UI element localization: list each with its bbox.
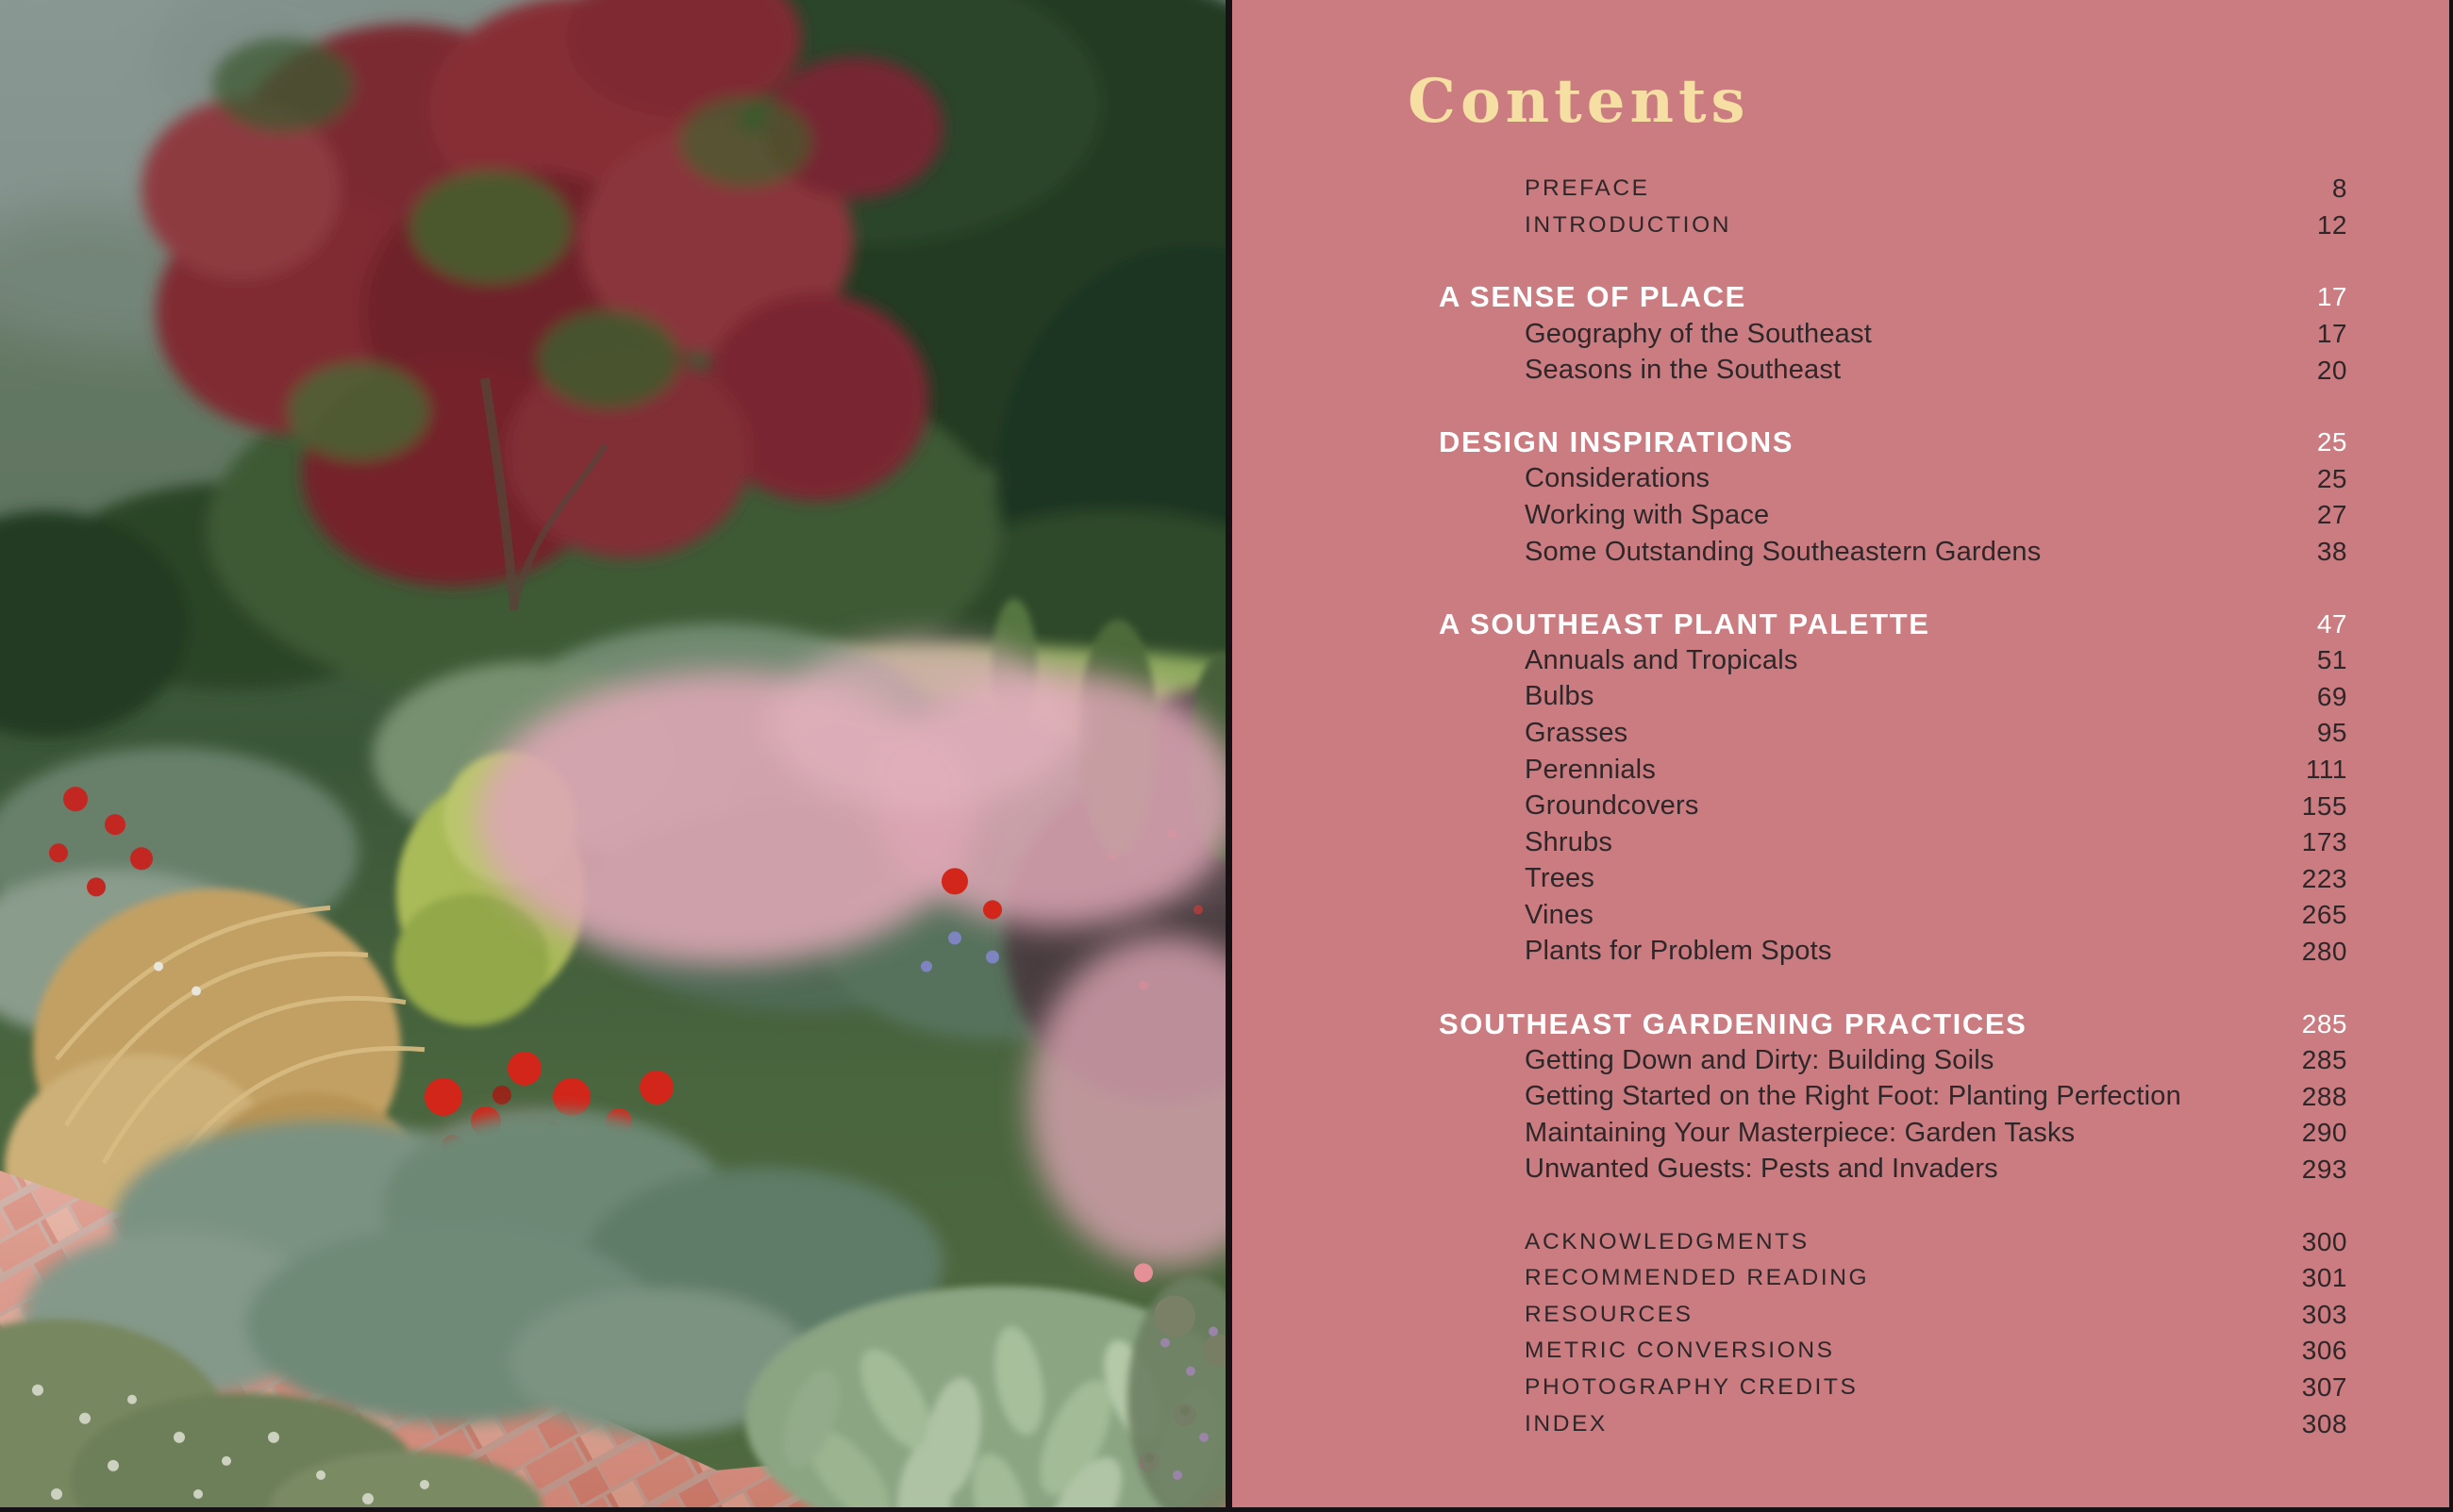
chapter-label: Unwanted Guests: Pests and Invaders <box>1525 1154 1998 1185</box>
toc-entry-working-with-space <box>1439 497 2347 534</box>
chapter-page-number: 20 <box>2316 355 2347 385</box>
toc-entry-perennials <box>1439 752 2347 789</box>
back-matter-label: ACKNOWLEDGMENTS <box>1525 1228 1810 1254</box>
garden-photo-illustration <box>0 0 1226 1512</box>
back-matter-label: RESOURCES <box>1525 1301 1694 1327</box>
chapter-page-number: 288 <box>2301 1081 2347 1111</box>
chapter-page-number: 17 <box>2316 319 2347 349</box>
chapter-label: Perennials <box>1525 754 1657 785</box>
toc-entry-considerations <box>1439 461 2347 498</box>
chapter-page-number: 285 <box>2301 1045 2347 1075</box>
back-matter-label: RECOMMENDED READING <box>1525 1265 1870 1291</box>
chapter-label: Working with Space <box>1525 499 1770 530</box>
chapter-page-number: 95 <box>2316 718 2347 748</box>
toc-entry-acknowledgments <box>1439 1223 2347 1260</box>
toc-entry-plants-for-problem-spots <box>1439 934 2347 971</box>
toc-section-southeast-gardening-practices <box>1439 1005 2347 1188</box>
page-gutter-divider <box>1226 0 1232 1512</box>
front-matter-label: PREFACE <box>1525 175 1650 202</box>
toc-entry-grasses <box>1439 715 2347 752</box>
back-matter-page-number: 308 <box>2301 1408 2347 1438</box>
front-matter-page-number: 8 <box>2331 174 2347 204</box>
chapter-label: Shrubs <box>1525 826 1613 857</box>
chapter-label: Plants for Problem Spots <box>1525 936 1832 967</box>
chapter-label: Considerations <box>1525 463 1710 494</box>
toc-entry-index <box>1439 1405 2347 1442</box>
toc-entry-resources <box>1439 1296 2347 1333</box>
toc-entry-seasons-in-the-southeast <box>1439 352 2347 389</box>
toc-entry-trees <box>1439 861 2347 898</box>
section-label: A SOUTHEAST PLANT PALETTE <box>1439 606 1930 640</box>
chapter-label: Seasons in the Southeast <box>1525 355 1842 386</box>
toc-entry-getting-started-on-the-right-foot-planting-perfection <box>1439 1078 2347 1115</box>
toc-front-matter <box>1439 171 2347 243</box>
back-matter-page-number: 306 <box>2301 1336 2347 1366</box>
section-page-number: 285 <box>2301 1008 2347 1038</box>
toc-entry-a-sense-of-place <box>1439 279 2347 316</box>
chapter-label: Annuals and Tropicals <box>1525 644 1798 675</box>
chapter-page-number: 173 <box>2301 827 2347 857</box>
chapter-page-number: 280 <box>2301 936 2347 966</box>
page-bottom-edge <box>0 1507 2453 1512</box>
page-title: Contents <box>1408 66 1750 137</box>
toc-entry-photography-credits <box>1439 1370 2347 1406</box>
chapter-label: Vines <box>1525 899 1594 930</box>
chapter-page-number: 111 <box>2305 755 2347 785</box>
chapter-page-number: 290 <box>2301 1118 2347 1148</box>
toc-entry-introduction <box>1439 208 2347 244</box>
chapter-label: Maintaining Your Masterpiece: Garden Tasks <box>1525 1117 2076 1148</box>
page-right-edge <box>2449 0 2453 1512</box>
chapter-page-number: 265 <box>2301 900 2347 930</box>
chapter-page-number: 155 <box>2301 790 2347 821</box>
back-matter-page-number: 307 <box>2301 1371 2347 1402</box>
toc-entry-bulbs <box>1439 679 2347 716</box>
contents-panel <box>1232 0 2453 1512</box>
back-matter-label: METRIC CONVERSIONS <box>1525 1338 1835 1364</box>
chapter-label: Geography of the Southeast <box>1525 318 1872 349</box>
chapter-page-number: 69 <box>2316 681 2347 711</box>
chapter-label: Getting Started on the Right Foot: Planting Perfection <box>1525 1081 2181 1112</box>
toc-entry-design-inspirations <box>1439 424 2347 461</box>
toc-entry-recommended-reading <box>1439 1260 2347 1297</box>
toc-entry-unwanted-guests-pests-and-invaders <box>1439 1152 2347 1188</box>
section-label: SOUTHEAST GARDENING PRACTICES <box>1439 1006 2027 1040</box>
back-matter-page-number: 301 <box>2301 1263 2347 1293</box>
toc-entry-getting-down-and-dirty-building-soils <box>1439 1042 2347 1079</box>
toc-entry-shrubs <box>1439 824 2347 861</box>
garden-photo <box>0 0 1226 1512</box>
chapter-label: Grasses <box>1525 717 1628 748</box>
toc-entry-some-outstanding-southeastern-gardens <box>1439 534 2347 571</box>
chapter-label: Some Outstanding Southeastern Gardens <box>1525 536 2042 567</box>
section-page-number: 47 <box>2316 608 2347 639</box>
toc-back-matter <box>1439 1223 2347 1442</box>
section-label: A SENSE OF PLACE <box>1439 280 1746 314</box>
toc-entry-maintaining-your-masterpiece-garden-tasks <box>1439 1115 2347 1152</box>
toc-section-a-sense-of-place <box>1439 279 2347 389</box>
chapter-page-number: 51 <box>2316 645 2347 675</box>
chapter-page-number: 223 <box>2301 863 2347 893</box>
chapter-label: Groundcovers <box>1525 790 1699 822</box>
back-matter-page-number: 303 <box>2301 1299 2347 1329</box>
chapter-page-number: 293 <box>2301 1154 2347 1184</box>
table-of-contents <box>1439 171 2347 1442</box>
toc-entry-annuals-and-tropicals <box>1439 642 2347 679</box>
toc-entry-southeast-gardening-practices <box>1439 1005 2347 1042</box>
back-matter-label: INDEX <box>1525 1410 1608 1437</box>
back-matter-label: PHOTOGRAPHY CREDITS <box>1525 1373 1859 1400</box>
chapter-label: Getting Down and Dirty: Building Soils <box>1525 1044 1994 1075</box>
chapter-page-number: 38 <box>2316 537 2347 567</box>
back-matter-page-number: 300 <box>2301 1226 2347 1256</box>
front-matter-label: INTRODUCTION <box>1525 211 1732 238</box>
toc-entry-vines <box>1439 897 2347 934</box>
chapter-label: Trees <box>1525 863 1595 894</box>
chapter-page-number: 25 <box>2316 463 2347 493</box>
section-page-number: 17 <box>2316 282 2347 312</box>
front-matter-page-number: 12 <box>2316 209 2347 240</box>
toc-entry-metric-conversions <box>1439 1333 2347 1370</box>
toc-entry-preface <box>1439 171 2347 208</box>
toc-section-a-southeast-plant-palette <box>1439 606 2347 970</box>
toc-entry-geography-of-the-southeast <box>1439 316 2347 353</box>
toc-entry-groundcovers <box>1439 788 2347 824</box>
toc-entry-a-southeast-plant-palette <box>1439 606 2347 642</box>
chapter-label: Bulbs <box>1525 681 1594 712</box>
section-page-number: 25 <box>2316 427 2347 457</box>
chapter-page-number: 27 <box>2316 500 2347 530</box>
toc-section-design-inspirations <box>1439 424 2347 570</box>
section-label: DESIGN INSPIRATIONS <box>1439 425 1794 459</box>
